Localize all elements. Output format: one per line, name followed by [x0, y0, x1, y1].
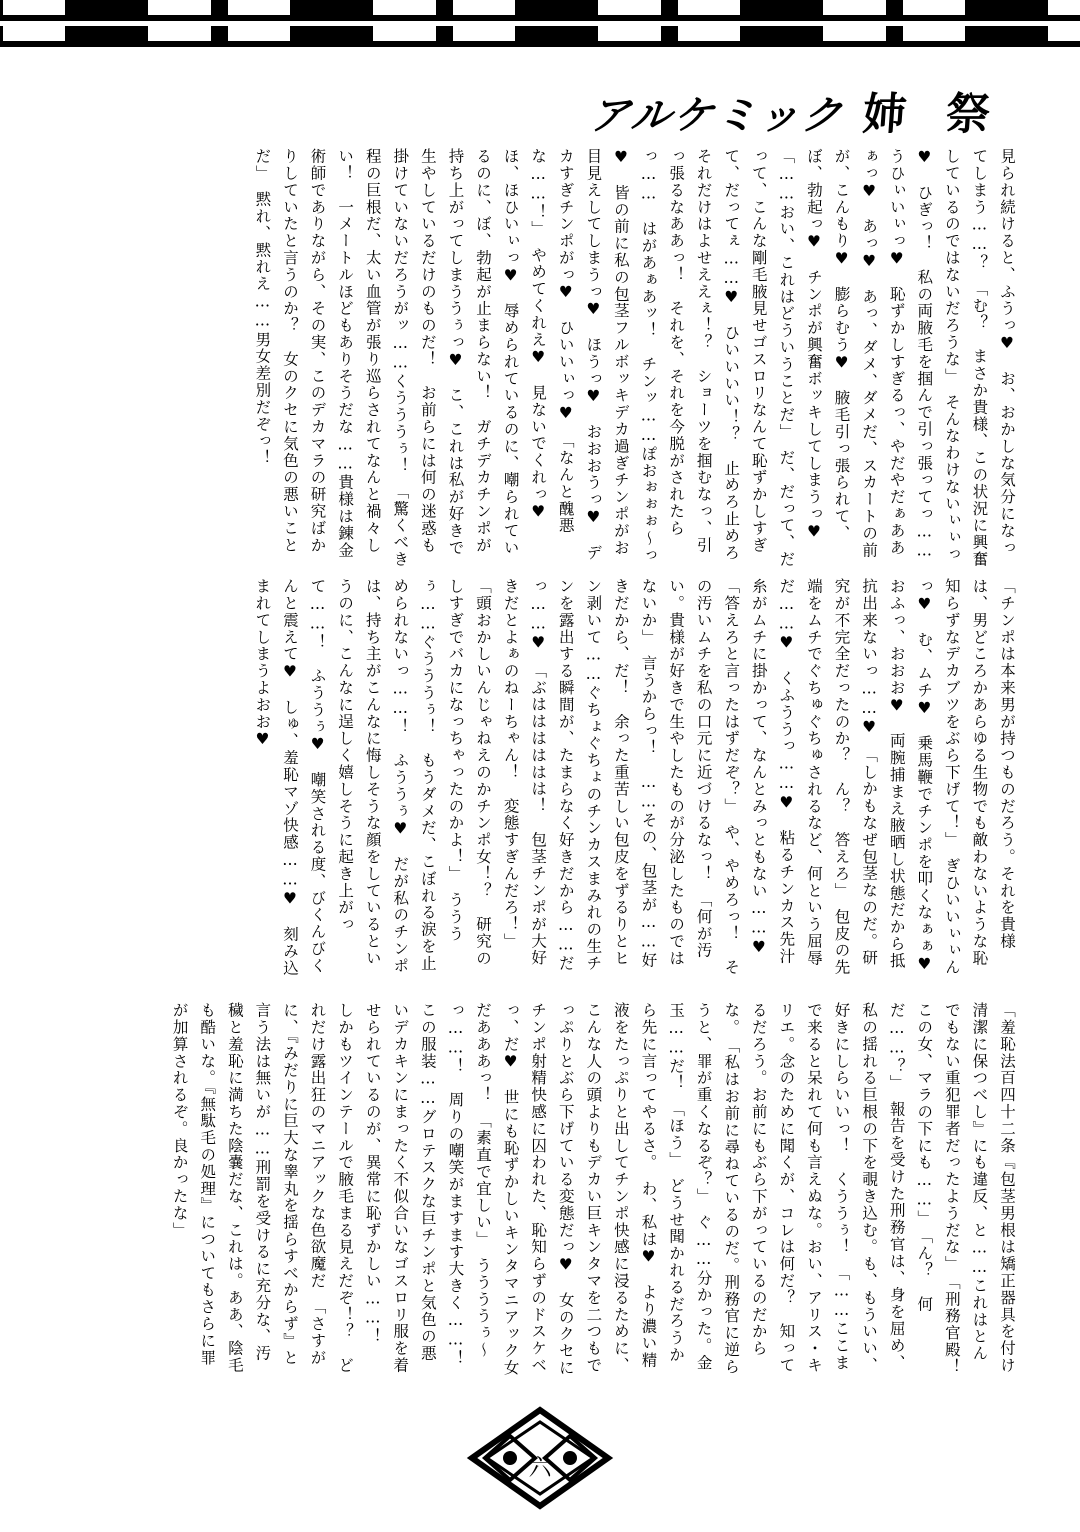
border-dash-large: [965, 26, 1048, 41]
border-dash-large: [740, 0, 823, 15]
title-kanji: 姉 祭: [860, 89, 1004, 140]
border-rule-line: [0, 15, 1080, 21]
border-dash-large: [515, 26, 598, 41]
paragraph: 「羞恥法百四十二条『包茎男根は矯正器具を付け清潔に保つべし』にも違反、と……これはとんでもない重犯罪者だったようだな」 「刑務官殿！ この女、マラの下にも……」 「ん？ 何だ……？」 報告を受けた刑務官は、身を屈め、私の揺れる巨根の下を覗き込む。も、もういい、好きにしらいいっ！ くううぅ！ 「……ここまで来ると呆れて何も言えぬな。おい、アリス・キリエ。念のために聞くが、コレは何だ？ 知ってるだろう。お前にもぶら下がっているのだからな。 「私はお前に尋ねているのだ。刑務官に逆らうと、罪が重くなるぞ？」 ぐ……分かった。金玉……だ！ 「ほう」 どうせ聞かれるだろうから先に言ってやるさ。 わ、私は♥ より濃い精液をたっぷりと出してチンポ快感に浸るために、こんな人の頭よりもデカい巨キンタマを二つもでっぷりとぶら下げている変態だっ♥ 女のクセにチンポ射精快感に囚われた、恥知らずのドスケベっ、だ♥ 世にも恥ずかしいキンタマニアック女だあああっ！ 「素直で宜しい」 ううううぅ〜っ……！ 周りの嘲笑がますます大きく……！ この服装……グロテスクな巨チンポと気色の悪いデカキンにまったく不似合いなゴスロリ服を着せられているのが、異常に恥ずかしい……！ しかもツインテールで腋毛まる見えだぞ！？ どれだけ露出狂のマニアックな色欲魔だ 「さすがに、『みだりに巨大な睾丸を揺らすべからず』と言う法は無いが……刑罰を受けるに充分な、汚穢と羞恥に満ちた陰嚢だな、これは。ああ、陰毛も酷いな。『無駄毛の処理』についてもさらに罪が加算されるぞ。良かったな」: [170, 1002, 1016, 1393]
border-dash-small: [211, 0, 228, 15]
border-dash-large: [515, 0, 598, 15]
border-rule-line: [0, 41, 1080, 47]
border-dash-small: [211, 26, 228, 41]
page-number: 六: [528, 1455, 552, 1481]
page-title: [587, 78, 1004, 142]
paragraph: 見られ続けると、ふうっ♥ お、おかしな気分になってしまう……？ 「む？ まさか貴様、この状況に興奮しているのではないだろうな」 そんなわけないぃぃっ♥ ひぎっ！ 私の両腋毛を掴んで引っ張ってっ……うひぃいぃっ♥ 恥ずかしすぎるっ、やだやだぁああぁっ♥ あっ♥ あっ、ダメ、ダメだ、スカートの前が、こんもり♥ 膨らむう♥ 腋毛引っ張られて、ぼ、勃起っ♥ チンポが興奮ボッキしてしまうっ♥ 「……おい、これはどういうことだ」 だ、だって、だって、こんな剛毛腋見せゴスロリなんて恥ずかしすぎて、だってぇ……♥ ひいいいい！？ 止めろ止めろそれだけはよせええぇ！？ ショーツを掴むなっ、引っ張るなああっ！ それを、それを今脱がされたらっ…… はがあぁあッ！ チンッ……ぽおぉぉぉ〜っ♥ 皆の前に私の包茎フルボッキデカ過ぎチンポがお目見えしてしまうっ♥ ほうっ♥ おおおうっ♥ デカすぎチンポがっ♥ ひいいぃっ♥ 「なんと醜悪な……！」 やめてくれえ♥ 見ないでくれっ♥ ほ、ほひいぃっ♥ 辱められているのに、嘲られているのに、ぼ、勃起が止まらない！ ガチデカチンポが持ち上がってしまううぅっ♥ こ、これは私が好きで生やしているだけのものだ！ お前らには何の迷惑も掛けていないだろうがッ……くうううぅ！ 「驚くべき程の巨根だ、太い血管が張り巡らされてなんと禍々しい！ 一メートルほどもありそうだな……貴様は錬金術師でありながら、その実、このデカマラの研究ばかりしていたと言うのか？ 女のクセに気色の悪いことだ」 黙れ、黙れえ……男女差別だぞっ！: [253, 148, 1016, 568]
body-text-block-3: [45, 1002, 1020, 1393]
body-text-block-2: [45, 578, 1020, 992]
border-dash-large: [290, 26, 373, 41]
border-dash-small: [886, 0, 903, 15]
border-dash-small: [436, 0, 453, 15]
border-dash-large: [290, 0, 373, 15]
border-dash-row-bottom: [0, 26, 1080, 41]
border-dash-small: [661, 0, 678, 15]
body-text-block-1: [45, 148, 1020, 568]
title-kana: アルケミック: [587, 93, 847, 139]
paragraph: 「チンポは本来男が持つものだろう。それを貴様は、男どころかあらゆる生物でも敵わないような恥知らずなデカブツをぶら下げて！」 ぎひいいぃぃんっ♥ む、ムチ♥ 乗馬鞭でチンポを叩くなぁぁ♥ おふっ、おおお♥ 両腕捕まえ腋晒し状態だから抵抗出来ないっ……♥ 「しかもなぜ包茎なのだ。研究が不完全だったのか？ ん？ 答えろ」 包皮の先端をムチでぐちゅぐちゅされるなど、何という屈辱だ……♥ くふううっ……♥ 粘るチンカス先汁糸がムチに掛かって、なんとみっともない……♥ 「答えろと言ったはずだぞ？」 や、やめろっ！ その汚いムチを私の口元に近づけるなっ！ 「何が汚い。貴様が好きで生やしたものが分泌したものではないか」 言うからっ！ ……その、包茎が……好きだから、だ！ 余った重苦しい包皮をずるりとヒン剥いて……ぐちょぐちょのチンカスまみれの生チンを露出する瞬間が、たまらなく好きだから……だっ……♥ 「ぶはははははは！ 包茎チンポが大好きだとよぁのねーちゃん！ 変態すぎんだろ！」 「頭おかしいんじゃねえのかチンポ女！？ 研究のしすぎでバカになっちゃったのかよ！」 うううぅ……ぐうううぅ！ もうダメだ、こぼれる涙を止められないっ……！ ふううぅ♥ だが私のチンポは、持ち主がこんなに悔しそうな顔をしているというのに、こんなに逞しく嬉しそうに起き上がって……！ ふううぅ♥ 嘲笑される度、びくんびくんと震えて♥ しゅ、羞恥マゾ快感……♥ 刻み込まれてしまうよおお♥: [253, 578, 1016, 992]
border-dash-row-top: [0, 0, 1080, 15]
ornament-left-dot: [503, 1451, 517, 1465]
border-dash-small: [436, 26, 453, 41]
border-dash-large: [740, 26, 823, 41]
border-dash-small: [886, 26, 903, 41]
top-decorative-border: [0, 0, 1080, 50]
border-dash-large: [965, 0, 1048, 15]
border-dash-small: [661, 26, 678, 41]
border-dash-large: [65, 26, 148, 41]
border-dash-large: [65, 0, 148, 15]
ornament-right-dot: [563, 1451, 577, 1465]
